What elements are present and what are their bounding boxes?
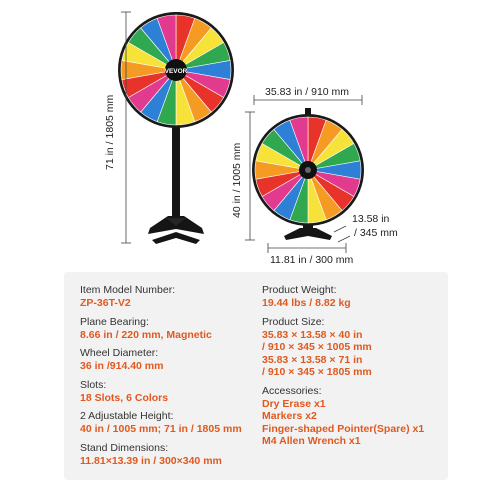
spec-value: 35.83 × 13.58 × 71 in (262, 353, 363, 366)
spec-value: 35.83 × 13.58 × 40 in (262, 328, 363, 341)
spec-item (80, 347, 260, 373)
spec-value: / 910 × 345 × 1805 mm (262, 366, 372, 378)
spec-label: Wheel Diameter: (80, 347, 159, 359)
spec-value: 18 Slots, 6 Colors (80, 391, 169, 404)
spec-value: 11.81×13.39 in / 300×340 mm (80, 454, 222, 467)
spec-label: 2 Adjustable Height: (80, 410, 174, 422)
spec-item (262, 284, 446, 310)
spec-item (80, 379, 260, 405)
spec-item (80, 284, 260, 310)
spec-value: Markers x2 (262, 410, 317, 422)
spec-label: Slots: (80, 378, 107, 391)
spec-column-left (80, 284, 260, 473)
spec-item (80, 316, 260, 342)
spec-label: Plane Bearing: (80, 315, 149, 328)
spec-value: ZP-36T-V2 (80, 297, 131, 309)
spec-column-right (262, 284, 446, 454)
spec-value: 19.44 lbs / 8.82 kg (262, 297, 351, 309)
spec-item (80, 442, 260, 468)
spec-item (80, 410, 260, 436)
small-height-label: 40 in / 1005 mm (231, 142, 243, 218)
base-width-label: 11.81 in / 300 mm (270, 254, 354, 266)
spec-value: M4 Allen Wrench x1 (262, 435, 361, 447)
spec-value: / 910 × 345 × 1005 mm (262, 341, 372, 353)
spec-item (262, 385, 446, 448)
brand-logo-big: VEVOR (164, 68, 188, 75)
spec-label: Item Model Number: (80, 284, 176, 296)
spec-value: Finger-shaped Pointer(Spare) x1 (262, 422, 425, 435)
spec-label: Accessories: (262, 384, 322, 397)
spec-value: Dry Erase x1 (262, 397, 326, 410)
base-depth-label-2: / 345 mm (354, 227, 398, 239)
spec-label: Product Weight: (262, 284, 337, 296)
spec-label: Product Size: (262, 315, 325, 328)
spec-panel (64, 272, 448, 480)
spec-label: Stand Dimensions: (80, 441, 169, 454)
base-depth-label-1: 13.58 in (352, 213, 390, 225)
spec-value: 8.66 in / 220 mm, Magnetic (80, 328, 212, 341)
big-height-label: 71 in / 1805 mm (104, 94, 116, 170)
spec-value: 40 in / 1005 mm; 71 in / 1805 mm (80, 423, 242, 435)
small-wheel-hub (299, 161, 317, 179)
spec-value: 36 in /914.40 mm (80, 360, 164, 372)
small-width-label: 35.83 in / 910 mm (265, 86, 350, 98)
spec-item (262, 316, 446, 379)
